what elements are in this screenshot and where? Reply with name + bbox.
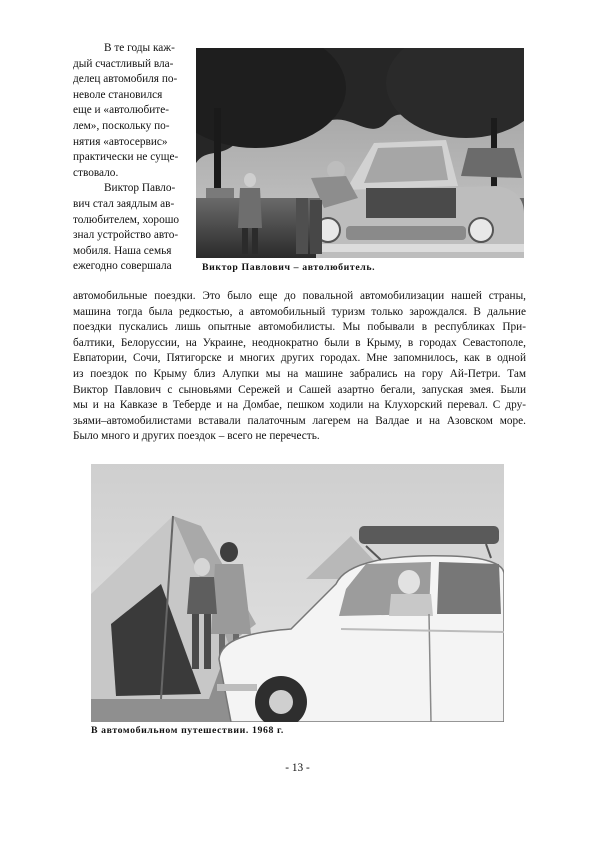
text-line: Евпатории, Сочи, Пятигорске и многих других городах. Мне запомнилось, как в одной bbox=[73, 352, 526, 365]
text-line: Было много и других поездок – всего не перечесть. bbox=[73, 430, 320, 443]
page-number: - 13 - bbox=[285, 762, 310, 774]
photo-caption-2: В автомобильном путешествии. 1968 г. bbox=[91, 725, 284, 736]
text-line: мы и на Кавказе в Теберде и на Домбае, пешком ходили на Клухорский перевал. С дру- bbox=[73, 399, 526, 412]
intro-line: еще и «автолюбите- bbox=[73, 104, 170, 117]
intro-line: В те годы каж- bbox=[104, 42, 175, 54]
intro-line: нятия «автосервис» bbox=[73, 135, 168, 148]
intro-line: толюбителем, хорошо bbox=[73, 213, 180, 226]
intro-line: делец автомобиля по- bbox=[73, 73, 178, 86]
intro-line: ствовало. bbox=[73, 166, 119, 179]
intro-line: Виктор Павло- bbox=[104, 182, 176, 195]
text-line: машина тогда была редкостью, а автомобильный туризм только зарождался. В дальние bbox=[73, 305, 526, 318]
text-line: автомобильные поездки. Это было еще до повальной автомобилизации нашей страны, bbox=[73, 290, 526, 302]
photo-caption-1: Виктор Павлович – автолюбитель. bbox=[202, 262, 376, 273]
text-line: Виктор Павлович с сыновьями Сережей и Сашей азартно бегали, запуская змея. Были bbox=[73, 383, 526, 396]
text-line: зьями–автомобилистами вставали палаточным лагерем на Валдае и на Азовском море. bbox=[73, 414, 526, 427]
intro-line: вич стал заядлым ав- bbox=[73, 197, 175, 210]
text-line: из поездок по Крыму близ Алупки мы на машине забрались на гору Ай-Петри. Там bbox=[73, 367, 526, 380]
intro-line: ежегодно совершала bbox=[73, 260, 172, 273]
intro-line: неволе становился bbox=[73, 88, 163, 101]
photo-man-repairing-car bbox=[196, 48, 524, 258]
intro-line: мобиля. Наша семья bbox=[73, 244, 172, 257]
photo-family-camping bbox=[91, 464, 504, 722]
intro-line: практически не суще- bbox=[73, 151, 179, 164]
intro-line: знал устройство авто- bbox=[73, 229, 179, 242]
body-paragraph bbox=[73, 289, 526, 445]
intro-text-column bbox=[73, 41, 187, 275]
intro-line: дый счастливый вла- bbox=[73, 57, 174, 70]
text-line: балтики, Белоруссии, на Украине, неоднократно были в Крыму, в городах Севастополе, bbox=[73, 336, 526, 349]
intro-line: лем», поскольку по- bbox=[73, 119, 170, 132]
text-line: поездки пускались лишь опытные автомобилисты. Мы побывали в республиках При- bbox=[73, 321, 526, 334]
